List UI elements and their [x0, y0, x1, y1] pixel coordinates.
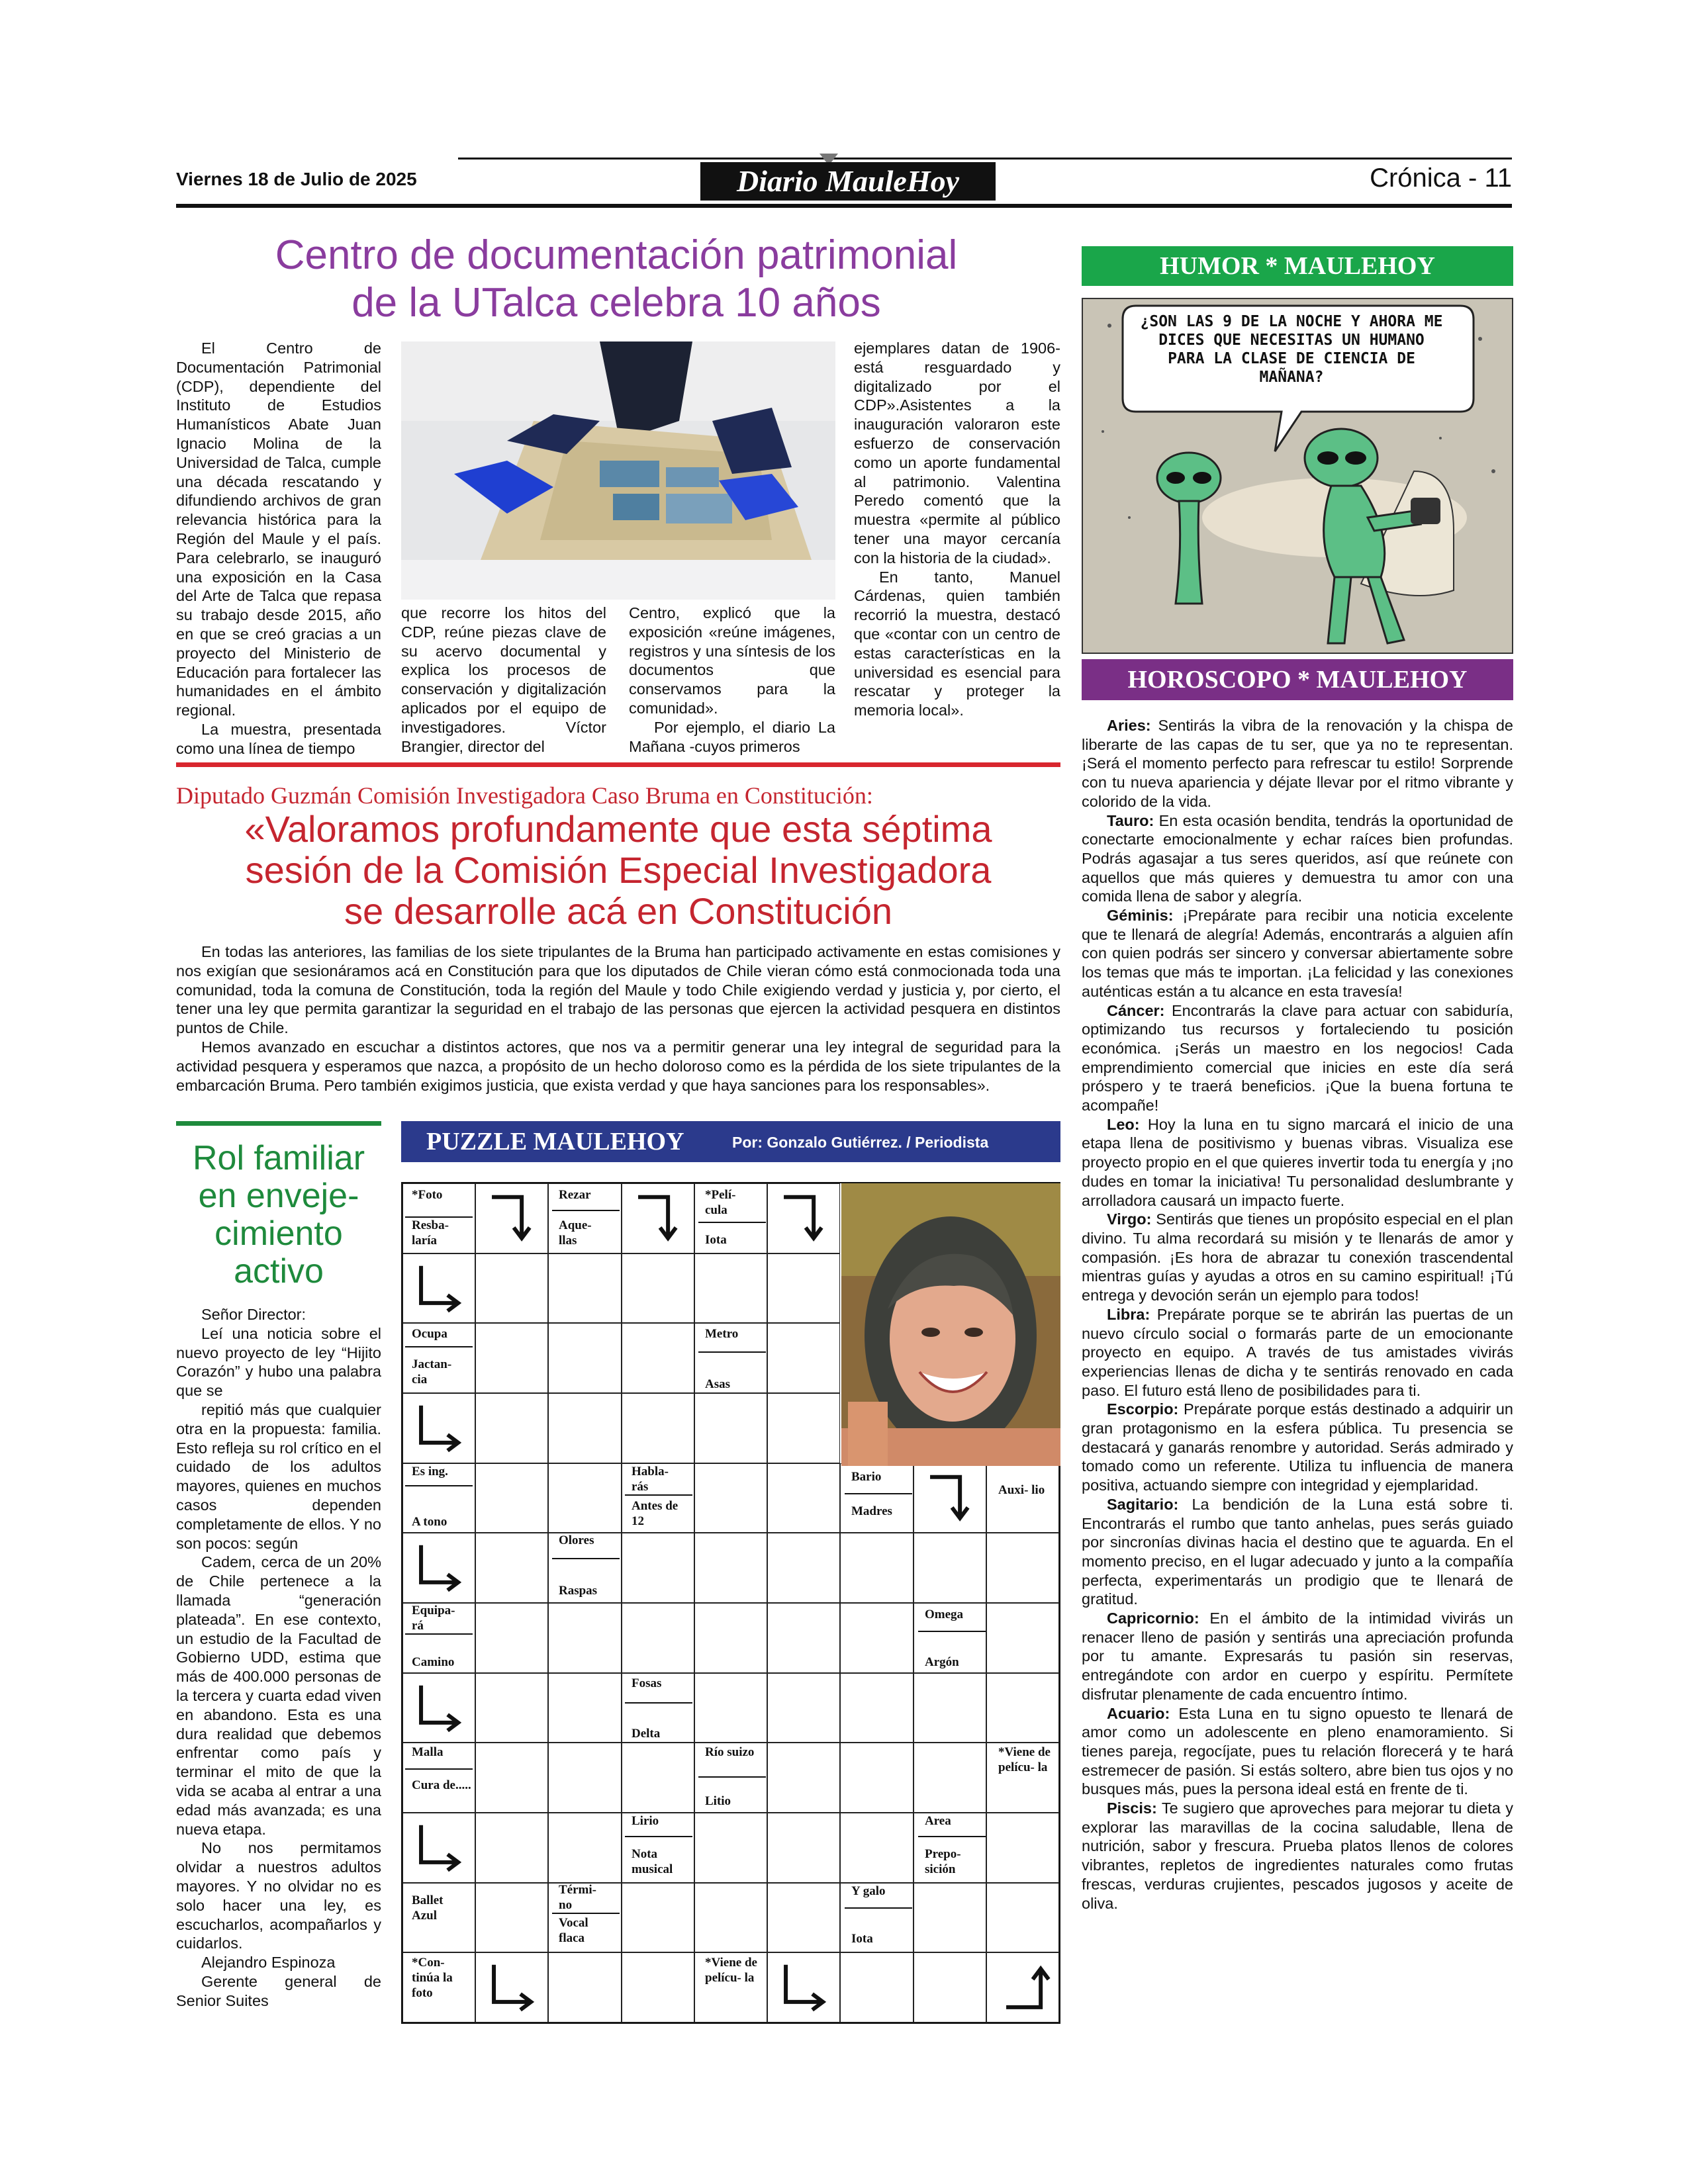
puzzle-cell[interactable]	[914, 1533, 986, 1603]
puzzle-cell[interactable]	[475, 1603, 548, 1673]
puzzle-cell[interactable]	[840, 1673, 913, 1743]
clue-litio: Litio	[705, 1794, 731, 1808]
arrow-icon	[475, 1183, 548, 1253]
article1-col3	[629, 604, 835, 756]
letter-salutation: Señor Director:	[201, 1306, 306, 1323]
puzzle-cell[interactable]	[914, 1743, 986, 1813]
clue-foto: *Foto	[412, 1188, 443, 1202]
article1-title-line2: de la UTalca celebra 10 años	[352, 280, 881, 326]
puzzle-cell[interactable]	[914, 1883, 986, 1953]
article1-col4	[854, 339, 1060, 720]
letter-p2: repitió más que cualquier otra en la propuesta: familia. Esto refleja su rol crítico en el cuidado de los adultos mayores, quienes en muchos casos dependen completamente de ellos. Y no son pocos: según	[176, 1400, 381, 1552]
horoscope-sign-text: Hoy la luna en tu signo marcará el inicio de una etapa llena de positivismo y buenas vibras. Visualiza ese proyecto propio en el que quieres invertir toda tu energía y ¡no dudes en tomar la iniciativa! Tu personalidad deslumbrante y arrolladora causará un impacto fuerte.	[1082, 1115, 1513, 1209]
puzzle-cell[interactable]	[914, 1952, 986, 2023]
clue-lirio: Lirio	[632, 1814, 659, 1828]
clue-continua: *Con- tinúa la foto	[412, 1956, 453, 2000]
horoscope-entry	[1082, 1210, 1513, 1305]
archive-handling-illustration	[401, 341, 835, 600]
arrow-icon	[986, 1952, 1059, 2023]
puzzle-cell[interactable]	[548, 1673, 621, 1743]
horoscope-sign-name: Libra:	[1107, 1305, 1150, 1323]
clue-divider	[918, 1836, 986, 1837]
puzzle-cell[interactable]	[767, 1533, 840, 1603]
header-bottom-rule	[176, 204, 1512, 208]
letter-p4: No nos permitamos olvidar a nuestros adultos mayores. Y no olvidar no es solo hacer una ley, es escucharlos, acompañarlos y cuidarlos.	[176, 1839, 381, 1952]
puzzle-cell[interactable]	[622, 1743, 694, 1813]
horoscope-sign-name: Acuario:	[1107, 1704, 1170, 1722]
article1-col4-p1: ejemplares datan de 1906- está resguardado y digitalizado por el CDP».Asistentes a la inauguración valoraron este esfuerzo de conservación como un aporte fundamental al patrimonio. Valentina Peredo comentó que la muestra «permite al público tener una mayor cercanía con la historia de la ciudad».	[854, 340, 1060, 567]
puzzle-cell[interactable]	[694, 1813, 767, 1883]
clue-esing: Es ing.	[412, 1465, 448, 1479]
clue-termino: Térmi- no	[559, 1883, 596, 1912]
horoscope-sign-text: Te sugiero que aproveches para mejorar tu dieta y explorar las maravillas de la cocina saludable, llena de nutrición, sabor y frescura. Prueba platos llenos de colores vibrantes, repletos de ingredientes naturales como frutas frescas, verduras crujientes, pescados jugosos y aceite de oliva.	[1082, 1799, 1514, 1912]
puzzle-photo	[841, 1183, 1060, 1466]
puzzle-cell[interactable]	[986, 1463, 1059, 1533]
article1-col1	[176, 339, 381, 758]
letter-p1: Leí una noticia sobre el nuevo proyecto de ley “Hijito Corazón” y hubo una palabra que se	[176, 1324, 381, 1400]
article2-p1: En todas las anteriores, las familias de los siete tripulantes de la Bruma han participado activamente en estas comisiones y nos exigían que sesionáramos acá en Constitución para que los diputados de Chile vieran cómo está conmocionada toda una comunidad, toda la comuna de Constitución, toda la región del Maule y todo Chile exigiendo verdad y justicia y, por cierto, el tener una ley que permita garantizar la seguridad en el trabajo de las personas que ejercen la actividad pesquera en distintos puntos de Chile.	[176, 943, 1060, 1037]
puzzle-cell[interactable]	[548, 1743, 621, 1813]
puzzle-cell[interactable]	[475, 1323, 548, 1393]
clue-bario: Bario	[851, 1470, 882, 1484]
clue-cura: Cura de.....	[412, 1778, 471, 1792]
puzzle-cell[interactable]	[622, 1533, 694, 1603]
clue-divider	[698, 1351, 766, 1353]
clue-antes12: Antes de 12	[632, 1499, 679, 1528]
clue-vocalflaca: Vocal flaca	[559, 1916, 588, 1945]
puzzle-cell[interactable]	[622, 1603, 694, 1673]
horoscope-entry	[1082, 1115, 1513, 1210]
horoscope-sign-name: Leo:	[1107, 1115, 1140, 1133]
clue-hablaras: Habla- rás	[632, 1465, 669, 1494]
clue-raspas: Raspas	[559, 1584, 598, 1598]
letter-signature-role: Gerente general de Senior Suites	[176, 1972, 381, 2009]
humor-bar: HUMOR * MAULEHOY	[1082, 246, 1513, 286]
puzzle-header	[401, 1121, 1060, 1162]
clue-viene1: *Viene de pelícu- la	[998, 1745, 1051, 1774]
puzzle-cell[interactable]	[986, 1813, 1059, 1883]
puzzle-cell[interactable]	[694, 1253, 767, 1324]
horoscope-sign-name: Piscis:	[1107, 1799, 1157, 1817]
puzzle-cell[interactable]	[986, 1533, 1059, 1603]
horoscope-bar: HOROSCOPO * MAULEHOY	[1082, 659, 1513, 700]
arrow-icon	[622, 1183, 694, 1253]
puzzle-cell[interactable]	[475, 1813, 548, 1883]
clue-divider	[625, 1836, 692, 1837]
puzzle-cell[interactable]	[694, 1533, 767, 1603]
horoscope-sign-text: En el ámbito de la intimidad vivirás un renacer lleno de pasión y sentirás una apreciación profunda por tu amante. Expresarás tu pasión sin reservas, entregándote con ardor en cuerpo y espíritu. Permítete disfrutar plenamente de cada encuentro íntimo.	[1082, 1610, 1513, 1703]
puzzle-cell[interactable]	[622, 1393, 694, 1463]
clue-ocupa: Ocupa	[412, 1327, 447, 1341]
puzzle-cell[interactable]	[475, 1393, 548, 1463]
arrow-icon	[914, 1463, 986, 1533]
clue-divider	[845, 1493, 912, 1494]
clue-divider	[918, 1631, 986, 1632]
puzzle-cell[interactable]	[767, 1323, 840, 1393]
clue-madres: Madres	[851, 1504, 892, 1518]
puzzle-cell[interactable]	[767, 1743, 840, 1813]
horoscope-sign-text: En esta ocasión bendita, tendrás la oportunidad de conectarte emocionalmente y echar raíces bien profundas. Podrás agasajar a tus seres queridos, así que reúnete con aquellos que más quieres y demuestra tu amor con una comida llena de sabor y alegría.	[1082, 811, 1514, 905]
arrow-icon	[767, 1952, 840, 2023]
clue-divider	[698, 1222, 766, 1223]
clue-riosuizo: Río suizo	[705, 1745, 755, 1759]
puzzle-cell[interactable]	[694, 1673, 767, 1743]
arrow-icon	[475, 1952, 548, 2023]
arrow-icon	[767, 1183, 840, 1253]
clue-argon: Argón	[925, 1655, 959, 1669]
letter-title-line4: activo	[234, 1252, 324, 1291]
clue-omega: Omega	[925, 1608, 964, 1621]
puzzle-cell[interactable]	[622, 1883, 694, 1953]
article2-title	[176, 809, 1060, 932]
clue-divider	[845, 1907, 912, 1909]
clue-divider	[405, 1485, 473, 1486]
puzzle-cell[interactable]	[694, 1603, 767, 1673]
horoscope-entry	[1082, 1001, 1513, 1115]
puzzle-cell[interactable]	[840, 1813, 913, 1883]
puzzle-cell[interactable]	[548, 1253, 621, 1324]
puzzle-cell[interactable]	[475, 1463, 548, 1533]
horoscope-entry	[1082, 1400, 1513, 1495]
clue-notamusical: Nota musical	[632, 1847, 673, 1876]
horoscope-sign-name: Aries:	[1107, 717, 1151, 734]
puzzle-cell[interactable]	[694, 1393, 767, 1463]
article2-p2: Hemos avanzado en escuchar a distintos actores, que nos va a permitir generar una ley integral de seguridad para la actividad pesquera y esperamos que nazca, a propósito de un hecho doloroso como es la pérdida de los siete tripulantes de la embarcación Bruma. Pero también exigimos justicia, que exista verdad y que haya sanciones para los responsables».	[176, 1038, 1060, 1094]
letter-signature-name: Alejandro Espinoza	[201, 1954, 336, 1972]
puzzle-cell[interactable]	[548, 1393, 621, 1463]
puzzle-cell[interactable]	[840, 1952, 913, 2023]
header-date: Viernes 18 de Julio de 2025	[176, 169, 417, 189]
humor-cartoon	[1082, 298, 1513, 654]
clue-divider	[625, 1702, 692, 1704]
clue-camino: Camino	[412, 1655, 455, 1669]
horoscope-entry	[1082, 1305, 1513, 1400]
clue-olores: Olores	[559, 1533, 594, 1547]
article1-title	[176, 232, 1056, 327]
puzzle-cell[interactable]	[767, 1463, 840, 1533]
article1-photo	[401, 341, 835, 600]
horoscope-sign-text: La bendición de la Luna está sobre ti. Encontrarás el rumbo que tanto anhelas, pues serás guiado por sincronías divinas hacia el destino que te aguarda. En el momento preciso, en el lugar adecuado y junto a la compañía perfecta, experimentarás un prodigio que te llenará de gratitud.	[1082, 1495, 1513, 1608]
clue-divider	[625, 1494, 692, 1496]
clue-fosas: Fosas	[632, 1676, 662, 1690]
horoscope-sign-text: Prepárate porque estás destinado a adquirir un gran protagonismo en la esfera pública. Tu presencia se destacará y ganarás renombre y autoridad. Serás admirado y tomado como un referente. Utiliza tu influencia de manera positiva, actuando siempre con integridad y ejemplaridad.	[1082, 1400, 1514, 1494]
article2-title-line3: se desarrolle acá en Constitución	[344, 890, 893, 932]
clue-divider	[552, 1210, 620, 1211]
puzzle-cell[interactable]	[622, 1323, 694, 1393]
article1-col3-p1: Centro, explicó que la exposición «reúne imágenes, registros y una síntesis de los documentos que conservamos para la comunidad».	[629, 604, 835, 717]
puzzle-cell[interactable]	[475, 1253, 548, 1324]
puzzle-cell[interactable]	[548, 1323, 621, 1393]
letter-title-line1: Rol familiar	[192, 1139, 365, 1177]
clue-divider	[698, 1776, 766, 1778]
horoscope-entry	[1082, 906, 1513, 1001]
clue-asas: Asas	[705, 1377, 731, 1391]
horoscope-entry	[1082, 811, 1513, 907]
letter-title	[176, 1140, 381, 1291]
horoscope-entry	[1082, 1704, 1513, 1799]
clue-area: Area	[925, 1814, 951, 1828]
puzzle-cell[interactable]	[840, 1743, 913, 1813]
puzzle-cell[interactable]	[767, 1883, 840, 1953]
clue-delta: Delta	[632, 1727, 661, 1741]
clue-iota2: Iota	[851, 1932, 873, 1946]
article1-divider	[176, 762, 1060, 767]
horoscope-sign-name: Sagitario:	[1107, 1495, 1179, 1513]
horoscope-sign-name: Capricornio:	[1107, 1610, 1199, 1627]
puzzle-byline: Por: Gonzalo Gutiérrez. / Periodista	[732, 1134, 989, 1151]
clue-divider	[552, 1913, 620, 1914]
clue-jactancia: Jactan- cia	[412, 1357, 452, 1387]
clue-divider	[552, 1558, 620, 1559]
puzzle-cell[interactable]	[840, 1533, 913, 1603]
smiling-woman-illustration	[841, 1183, 1060, 1466]
clue-divider	[405, 1768, 473, 1770]
puzzle-cell[interactable]	[767, 1813, 840, 1883]
horoscope-sign-name: Virgo:	[1107, 1210, 1152, 1228]
clue-rezar: Rezar	[559, 1188, 591, 1202]
section-label: Crónica - 11	[1370, 163, 1512, 193]
horoscope-entry	[1082, 1495, 1513, 1609]
masthead: Diario MauleHoy	[700, 162, 996, 201]
puzzle-cell[interactable]	[694, 1463, 767, 1533]
clue-atono: A tono	[412, 1515, 447, 1529]
article1-title-line1: Centro de documentación patrimonial	[275, 232, 958, 278]
arrow-icon	[402, 1393, 475, 1463]
puzzle-title: PUZZLE MAULEHOY	[426, 1128, 684, 1156]
clue-ygalo: Y galo	[851, 1884, 886, 1898]
arrow-icon	[402, 1673, 475, 1743]
puzzle-cell[interactable]	[840, 1603, 913, 1673]
clue-preposicion: Prepo- sición	[925, 1847, 961, 1876]
puzzle-cell[interactable]	[986, 1603, 1059, 1673]
letter-p3: Cadem, cerca de un 20% de Chile pertenece a la llamada “generación plateada”. En ese contexto, un estudio de la Facultad de Gobierno UDD, estima que más de 400.000 personas de la tercera y cuarta edad viven en abandono. Esta es una dura realidad que debemos enfrentar como país y terminar el mito de que la vida se acaba al entrar a una edad más avanzada; es una nueva etapa.	[176, 1553, 381, 1838]
puzzle-cell[interactable]	[767, 1673, 840, 1743]
puzzle-cell[interactable]	[622, 1253, 694, 1324]
horoscope-sign-name: Escorpio:	[1107, 1400, 1179, 1418]
clue-equipara: Equipa- rá	[412, 1604, 455, 1633]
arrow-icon	[402, 1813, 475, 1883]
puzzle-cell[interactable]	[475, 1673, 548, 1743]
clue-auxilio: Auxi- lio	[998, 1483, 1045, 1497]
clue-resbalaria: Resba- laría	[412, 1218, 449, 1248]
article1-col3-p2: Por ejemplo, el diario La Mañana -cuyos primeros	[629, 718, 835, 755]
puzzle-cell[interactable]	[548, 1813, 621, 1883]
horoscope-sign-name: Tauro:	[1107, 811, 1154, 829]
puzzle-cell[interactable]	[767, 1393, 840, 1463]
header-top-rule	[458, 158, 1512, 159]
puzzle-cell[interactable]	[986, 1673, 1059, 1743]
horoscope-sign-text: Encontrarás la clave para actuar con sabiduría, optimizando tus recursos y fortaleciendo tu posición económica. ¡Serás un maestro en los negocios! Cada emprendimiento comercial que inicies en este día será próspero y te traerá beneficios. ¡Que la buena fortuna te acompañe!	[1082, 1001, 1514, 1115]
puzzle-cell[interactable]	[986, 1883, 1059, 1953]
clue-metro: Metro	[705, 1327, 739, 1341]
horoscope-sign-text: Prepárate porque se te abrirán las puertas de un nuevo círculo social o formarás parte de un emocionante proyecto en equipo. A través de tus amistades vivirás experiencias llenas de dicha y te sentirás renovado en cada paso. El futuro está lleno de posibilidades para ti.	[1082, 1305, 1513, 1399]
clue-divider	[405, 1346, 473, 1347]
puzzle-cell[interactable]	[767, 1603, 840, 1673]
puzzle-cell[interactable]	[548, 1463, 621, 1533]
letter-top-rule	[176, 1121, 381, 1126]
article1-col1-p1: El Centro de Documentación Patrimonial (CDP), dependiente del Instituto de Estudios Humanísticos Abate Juan Ignacio Molina de la Universidad de Talca, cumple una década rescatando y difundiendo archivos de gran relevancia histórica para la Región del Maule y el país. Para celebrarlo, se inauguró una exposición en la Casa del Arte de Talca que repasa su trabajo desde 2015, año en que se creó gracias a un proyecto del Ministerio de Educación para fortalecer las humanidades en el ámbito regional.	[176, 340, 381, 719]
horoscope-sign-text: ¡Prepárate para recibir una noticia excelente que te llenará de alegría! Además, encontrarás a alguien afín con quien podrás ser sincero y conversar abiertamente sobre los temas que más te importan. ¡La felicidad y las conexiones auténticas están a tu alcance en esta travesía!	[1082, 907, 1513, 1000]
horoscope-sign-name: Géminis:	[1107, 907, 1174, 925]
clue-divider	[405, 1633, 473, 1635]
horoscope-sign-text: Esta Luna en tu signo opuesto te llenará de amor como un adolescente en pleno enamoramiento. Si tienes pareja, regocíjate, pues tu relación florecerá y te hará estremecer de pasión. Si estás soltero, abre bien tus ojos y no busques más, pues la persona ideal está en frente de ti.	[1082, 1704, 1513, 1798]
humor-speech-text: ¿SON LAS 9 DE LA NOCHE Y AHORA ME DICES QUE NECESITAS UN HUMANO PARA LA CLASE DE CIENCIA DE MAÑANA?	[1140, 313, 1443, 386]
article1-col1-p2: La muestra, presentada como una línea de tiempo	[176, 720, 381, 757]
clue-iota1: Iota	[705, 1233, 727, 1247]
puzzle-cell[interactable]	[767, 1253, 840, 1324]
puzzle-cell[interactable]	[622, 1952, 694, 2023]
horoscope-sign-text: Sentirás que tienes un propósito especial en el plan divino. Tu alma recordará su misión y te llenarás de amor y compasión. ¡Es hora de abrazar tu conexión trascendental mientras guías y ayudas a otros en su camino espiritual! ¡Tú entrega y devoción serán un ejemplo para todos!	[1082, 1210, 1513, 1304]
puzzle-cell[interactable]	[694, 1883, 767, 1953]
horoscope-entry	[1082, 716, 1513, 811]
article1-col2-p1: que recorre los hitos del CDP, reúne piezas clave de su acervo documental y explica los procesos de conservación y digitalización aplicados por el equipo de investigadores. Víctor Brangier, director del	[401, 604, 606, 755]
article1-col2	[401, 604, 606, 756]
clue-aquellas: Aque- llas	[559, 1218, 592, 1248]
horoscope-sign-name: Cáncer:	[1107, 1001, 1165, 1019]
puzzle-cell[interactable]	[548, 1603, 621, 1673]
puzzle-cell[interactable]	[475, 1883, 548, 1953]
horoscope-sign-text: Sentirás la vibra de la renovación y la chispa de liberarte de las capas de tu ser, que ya no te representan. ¡Será el momento perfecto para refrescar tu estilo! Sorprende con tu nueva apariencia y déjate llevar por el ritmo vibrante y colorido de la vida.	[1082, 717, 1513, 810]
horoscope-entry	[1082, 1609, 1513, 1704]
horoscope-entry	[1082, 1799, 1513, 1913]
clue-pelicula: *Pelí- cula	[705, 1188, 736, 1217]
article2-kicker: Diputado Guzmán Comisión Investigadora Caso Bruma en Constitución:	[176, 782, 873, 809]
letter-title-line2: en enveje-	[198, 1177, 359, 1215]
puzzle-cell[interactable]	[475, 1533, 548, 1603]
article1-col4-p2: En tanto, Manuel Cárdenas, quien también recorrió la muestra, destacó que «contar con un centro de estas características en la universidad es esencial para rescatar y proteger la memoria local».	[854, 568, 1060, 719]
clue-malla: Malla	[412, 1745, 444, 1759]
clue-viene2: *Viene de pelícu- la	[705, 1956, 757, 1985]
arrow-icon	[402, 1253, 475, 1324]
horoscope-body	[1082, 716, 1513, 1913]
puzzle-cell[interactable]	[475, 1743, 548, 1813]
article2-title-line2: sesión de la Comisión Especial Investigadora	[245, 849, 992, 891]
puzzle-grid	[401, 1182, 1060, 2024]
clue-ballet: Ballet Azul	[412, 1893, 444, 1923]
puzzle-cell[interactable]	[548, 1952, 621, 2023]
article2-body	[176, 942, 1060, 1095]
arrow-icon	[402, 1533, 475, 1603]
puzzle-cell[interactable]	[914, 1673, 986, 1743]
article2-title-line1: «Valoramos profundamente que esta séptima	[244, 808, 992, 850]
letter-title-line3: cimiento	[214, 1214, 343, 1253]
letter-body	[176, 1305, 381, 2010]
